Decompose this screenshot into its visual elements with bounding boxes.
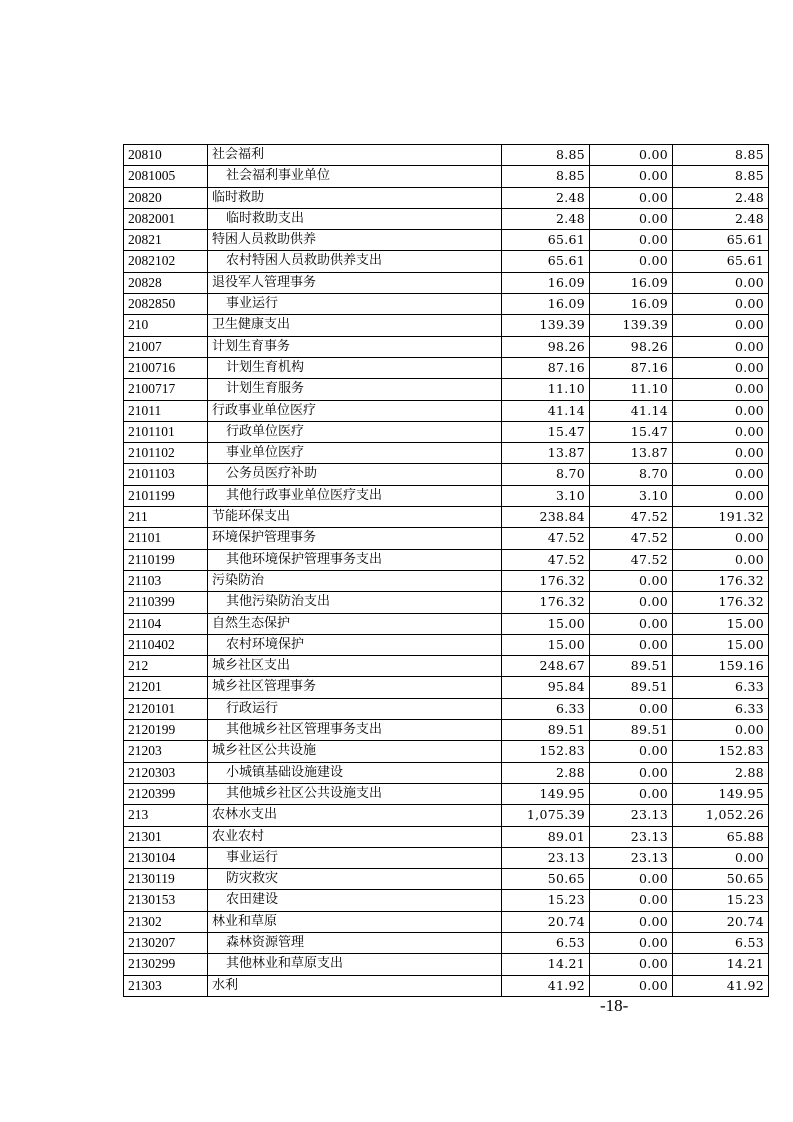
project-expenditure-cell: 0.00 bbox=[673, 443, 769, 464]
subject-name-cell: 自然生态保护 bbox=[208, 613, 502, 634]
total-amount-cell: 15.00 bbox=[502, 613, 590, 634]
subject-code-cell: 21104 bbox=[124, 613, 208, 634]
table-row bbox=[124, 911, 769, 932]
subject-name-cell: 卫生健康支出 bbox=[208, 315, 502, 336]
project-expenditure-cell: 0.00 bbox=[673, 272, 769, 293]
subject-name-cell: 农田建设 bbox=[208, 890, 502, 911]
basic-expenditure-cell: 23.13 bbox=[590, 805, 673, 826]
subject-code-cell: 2081005 bbox=[124, 166, 208, 187]
total-amount-cell: 89.51 bbox=[502, 720, 590, 741]
table-row bbox=[124, 507, 769, 528]
basic-expenditure-cell: 0.00 bbox=[590, 208, 673, 229]
table-row bbox=[124, 805, 769, 826]
subject-name-cell: 其他行政事业单位医疗支出 bbox=[208, 485, 502, 506]
total-amount-cell: 2.48 bbox=[502, 208, 590, 229]
basic-expenditure-cell: 0.00 bbox=[590, 634, 673, 655]
basic-expenditure-cell: 0.00 bbox=[590, 187, 673, 208]
project-expenditure-cell: 15.00 bbox=[673, 634, 769, 655]
table-row bbox=[124, 251, 769, 272]
subject-name-cell: 节能环保支出 bbox=[208, 507, 502, 528]
project-expenditure-cell: 0.00 bbox=[673, 379, 769, 400]
total-amount-cell: 13.87 bbox=[502, 443, 590, 464]
subject-code-cell: 2100717 bbox=[124, 379, 208, 400]
subject-name-cell: 农业农村 bbox=[208, 826, 502, 847]
project-expenditure-cell: 6.33 bbox=[673, 698, 769, 719]
table-row bbox=[124, 847, 769, 868]
basic-expenditure-cell: 0.00 bbox=[590, 890, 673, 911]
table-row bbox=[124, 975, 769, 996]
subject-name-cell: 计划生育机构 bbox=[208, 357, 502, 378]
subject-name-cell: 污染防治 bbox=[208, 570, 502, 591]
total-amount-cell: 98.26 bbox=[502, 336, 590, 357]
basic-expenditure-cell: 0.00 bbox=[590, 570, 673, 591]
subject-name-cell: 事业运行 bbox=[208, 294, 502, 315]
project-expenditure-cell: 65.61 bbox=[673, 230, 769, 251]
table-row bbox=[124, 720, 769, 741]
basic-expenditure-cell: 0.00 bbox=[590, 954, 673, 975]
subject-code-cell: 2120399 bbox=[124, 783, 208, 804]
subject-name-cell: 行政单位医疗 bbox=[208, 421, 502, 442]
subject-code-cell: 2101103 bbox=[124, 464, 208, 485]
basic-expenditure-cell: 0.00 bbox=[590, 762, 673, 783]
subject-code-cell: 210 bbox=[124, 315, 208, 336]
subject-name-cell: 森林资源管理 bbox=[208, 932, 502, 953]
basic-expenditure-cell: 41.14 bbox=[590, 400, 673, 421]
basic-expenditure-cell: 8.70 bbox=[590, 464, 673, 485]
total-amount-cell: 6.53 bbox=[502, 932, 590, 953]
project-expenditure-cell: 149.95 bbox=[673, 783, 769, 804]
subject-name-cell: 城乡社区公共设施 bbox=[208, 741, 502, 762]
total-amount-cell: 16.09 bbox=[502, 294, 590, 315]
table-row bbox=[124, 932, 769, 953]
subject-code-cell: 2082850 bbox=[124, 294, 208, 315]
table-row bbox=[124, 549, 769, 570]
total-amount-cell: 65.61 bbox=[502, 230, 590, 251]
table-row bbox=[124, 613, 769, 634]
basic-expenditure-cell: 0.00 bbox=[590, 230, 673, 251]
subject-name-cell: 其他城乡社区管理事务支出 bbox=[208, 720, 502, 741]
project-expenditure-cell: 15.00 bbox=[673, 613, 769, 634]
basic-expenditure-cell: 0.00 bbox=[590, 869, 673, 890]
project-expenditure-cell: 0.00 bbox=[673, 400, 769, 421]
project-expenditure-cell: 0.00 bbox=[673, 528, 769, 549]
subject-name-cell: 社会福利事业单位 bbox=[208, 166, 502, 187]
subject-code-cell: 21303 bbox=[124, 975, 208, 996]
total-amount-cell: 149.95 bbox=[502, 783, 590, 804]
basic-expenditure-cell: 0.00 bbox=[590, 911, 673, 932]
total-amount-cell: 2.88 bbox=[502, 762, 590, 783]
subject-name-cell: 农村环境保护 bbox=[208, 634, 502, 655]
table-row bbox=[124, 656, 769, 677]
project-expenditure-cell: 8.85 bbox=[673, 166, 769, 187]
subject-name-cell: 城乡社区管理事务 bbox=[208, 677, 502, 698]
project-expenditure-cell: 2.48 bbox=[673, 187, 769, 208]
basic-expenditure-cell: 16.09 bbox=[590, 272, 673, 293]
total-amount-cell: 176.32 bbox=[502, 592, 590, 613]
table-body bbox=[124, 145, 769, 997]
table-row bbox=[124, 379, 769, 400]
table-row bbox=[124, 294, 769, 315]
total-amount-cell: 3.10 bbox=[502, 485, 590, 506]
table-row bbox=[124, 187, 769, 208]
subject-code-cell: 2130104 bbox=[124, 847, 208, 868]
table-row bbox=[124, 208, 769, 229]
subject-name-cell: 计划生育事务 bbox=[208, 336, 502, 357]
basic-expenditure-cell: 0.00 bbox=[590, 145, 673, 166]
table-row bbox=[124, 634, 769, 655]
project-expenditure-cell: 50.65 bbox=[673, 869, 769, 890]
subject-name-cell: 环境保护管理事务 bbox=[208, 528, 502, 549]
project-expenditure-cell: 0.00 bbox=[673, 336, 769, 357]
total-amount-cell: 6.33 bbox=[502, 698, 590, 719]
table-row bbox=[124, 357, 769, 378]
subject-code-cell: 21302 bbox=[124, 911, 208, 932]
total-amount-cell: 15.23 bbox=[502, 890, 590, 911]
subject-code-cell: 2110399 bbox=[124, 592, 208, 613]
table-row bbox=[124, 698, 769, 719]
basic-expenditure-cell: 0.00 bbox=[590, 783, 673, 804]
project-expenditure-cell: 0.00 bbox=[673, 720, 769, 741]
subject-name-cell: 其他污染防治支出 bbox=[208, 592, 502, 613]
project-expenditure-cell: 0.00 bbox=[673, 847, 769, 868]
subject-code-cell: 21203 bbox=[124, 741, 208, 762]
basic-expenditure-cell: 0.00 bbox=[590, 592, 673, 613]
table-row bbox=[124, 485, 769, 506]
basic-expenditure-cell: 0.00 bbox=[590, 251, 673, 272]
basic-expenditure-cell: 13.87 bbox=[590, 443, 673, 464]
total-amount-cell: 65.61 bbox=[502, 251, 590, 272]
subject-code-cell: 212 bbox=[124, 656, 208, 677]
total-amount-cell: 139.39 bbox=[502, 315, 590, 336]
total-amount-cell: 47.52 bbox=[502, 549, 590, 570]
total-amount-cell: 11.10 bbox=[502, 379, 590, 400]
subject-code-cell: 211 bbox=[124, 507, 208, 528]
project-expenditure-cell: 14.21 bbox=[673, 954, 769, 975]
project-expenditure-cell: 65.88 bbox=[673, 826, 769, 847]
total-amount-cell: 95.84 bbox=[502, 677, 590, 698]
project-expenditure-cell: 176.32 bbox=[673, 592, 769, 613]
basic-expenditure-cell: 47.52 bbox=[590, 528, 673, 549]
subject-name-cell: 小城镇基础设施建设 bbox=[208, 762, 502, 783]
project-expenditure-cell: 1,052.26 bbox=[673, 805, 769, 826]
total-amount-cell: 14.21 bbox=[502, 954, 590, 975]
basic-expenditure-cell: 16.09 bbox=[590, 294, 673, 315]
total-amount-cell: 8.85 bbox=[502, 145, 590, 166]
subject-name-cell: 临时救助 bbox=[208, 187, 502, 208]
subject-code-cell: 2082001 bbox=[124, 208, 208, 229]
total-amount-cell: 238.84 bbox=[502, 507, 590, 528]
subject-code-cell: 21201 bbox=[124, 677, 208, 698]
basic-expenditure-cell: 98.26 bbox=[590, 336, 673, 357]
project-expenditure-cell: 191.32 bbox=[673, 507, 769, 528]
subject-code-cell: 2101199 bbox=[124, 485, 208, 506]
total-amount-cell: 89.01 bbox=[502, 826, 590, 847]
table-row bbox=[124, 592, 769, 613]
project-expenditure-cell: 8.85 bbox=[673, 145, 769, 166]
project-expenditure-cell: 6.53 bbox=[673, 932, 769, 953]
table-row bbox=[124, 677, 769, 698]
page-number: -18- bbox=[600, 996, 629, 1015]
table-row bbox=[124, 762, 769, 783]
table-row bbox=[124, 336, 769, 357]
subject-code-cell: 2120101 bbox=[124, 698, 208, 719]
subject-name-cell: 计划生育服务 bbox=[208, 379, 502, 400]
subject-code-cell: 20821 bbox=[124, 230, 208, 251]
basic-expenditure-cell: 23.13 bbox=[590, 826, 673, 847]
subject-code-cell: 2110199 bbox=[124, 549, 208, 570]
basic-expenditure-cell: 0.00 bbox=[590, 166, 673, 187]
table-row bbox=[124, 145, 769, 166]
project-expenditure-cell: 159.16 bbox=[673, 656, 769, 677]
project-expenditure-cell: 0.00 bbox=[673, 485, 769, 506]
table-row bbox=[124, 315, 769, 336]
subject-name-cell: 事业运行 bbox=[208, 847, 502, 868]
subject-name-cell: 其他林业和草原支出 bbox=[208, 954, 502, 975]
subject-code-cell: 20810 bbox=[124, 145, 208, 166]
project-expenditure-cell: 0.00 bbox=[673, 294, 769, 315]
total-amount-cell: 152.83 bbox=[502, 741, 590, 762]
subject-name-cell: 农林水支出 bbox=[208, 805, 502, 826]
total-amount-cell: 1,075.39 bbox=[502, 805, 590, 826]
project-expenditure-cell: 176.32 bbox=[673, 570, 769, 591]
subject-name-cell: 特困人员救助供养 bbox=[208, 230, 502, 251]
table-row bbox=[124, 230, 769, 251]
project-expenditure-cell: 2.88 bbox=[673, 762, 769, 783]
project-expenditure-cell: 0.00 bbox=[673, 357, 769, 378]
project-expenditure-cell: 6.33 bbox=[673, 677, 769, 698]
project-expenditure-cell: 2.48 bbox=[673, 208, 769, 229]
subject-code-cell: 21007 bbox=[124, 336, 208, 357]
table-row bbox=[124, 570, 769, 591]
subject-code-cell: 2120303 bbox=[124, 762, 208, 783]
subject-name-cell: 事业单位医疗 bbox=[208, 443, 502, 464]
basic-expenditure-cell: 139.39 bbox=[590, 315, 673, 336]
project-expenditure-cell: 0.00 bbox=[673, 315, 769, 336]
basic-expenditure-cell: 87.16 bbox=[590, 357, 673, 378]
total-amount-cell: 20.74 bbox=[502, 911, 590, 932]
subject-name-cell: 退役军人管理事务 bbox=[208, 272, 502, 293]
table-row bbox=[124, 421, 769, 442]
subject-code-cell: 2082102 bbox=[124, 251, 208, 272]
total-amount-cell: 248.67 bbox=[502, 656, 590, 677]
table-row bbox=[124, 741, 769, 762]
project-expenditure-cell: 41.92 bbox=[673, 975, 769, 996]
subject-name-cell: 公务员医疗补助 bbox=[208, 464, 502, 485]
table-row bbox=[124, 869, 769, 890]
basic-expenditure-cell: 11.10 bbox=[590, 379, 673, 400]
total-amount-cell: 87.16 bbox=[502, 357, 590, 378]
subject-code-cell: 21011 bbox=[124, 400, 208, 421]
total-amount-cell: 15.00 bbox=[502, 634, 590, 655]
basic-expenditure-cell: 0.00 bbox=[590, 698, 673, 719]
basic-expenditure-cell: 89.51 bbox=[590, 677, 673, 698]
basic-expenditure-cell: 89.51 bbox=[590, 656, 673, 677]
total-amount-cell: 2.48 bbox=[502, 187, 590, 208]
subject-code-cell: 213 bbox=[124, 805, 208, 826]
project-expenditure-cell: 0.00 bbox=[673, 464, 769, 485]
total-amount-cell: 41.92 bbox=[502, 975, 590, 996]
subject-code-cell: 2130207 bbox=[124, 932, 208, 953]
subject-code-cell: 2120199 bbox=[124, 720, 208, 741]
subject-code-cell: 21301 bbox=[124, 826, 208, 847]
basic-expenditure-cell: 23.13 bbox=[590, 847, 673, 868]
table-row bbox=[124, 954, 769, 975]
subject-code-cell: 2130299 bbox=[124, 954, 208, 975]
subject-code-cell: 21101 bbox=[124, 528, 208, 549]
basic-expenditure-cell: 15.47 bbox=[590, 421, 673, 442]
basic-expenditure-cell: 0.00 bbox=[590, 932, 673, 953]
project-expenditure-cell: 20.74 bbox=[673, 911, 769, 932]
subject-name-cell: 林业和草原 bbox=[208, 911, 502, 932]
basic-expenditure-cell: 3.10 bbox=[590, 485, 673, 506]
subject-code-cell: 2130153 bbox=[124, 890, 208, 911]
total-amount-cell: 176.32 bbox=[502, 570, 590, 591]
table-row bbox=[124, 464, 769, 485]
total-amount-cell: 41.14 bbox=[502, 400, 590, 421]
subject-name-cell: 农村特困人员救助供养支出 bbox=[208, 251, 502, 272]
table-row bbox=[124, 783, 769, 804]
total-amount-cell: 47.52 bbox=[502, 528, 590, 549]
total-amount-cell: 15.47 bbox=[502, 421, 590, 442]
table-row bbox=[124, 166, 769, 187]
subject-code-cell: 2101102 bbox=[124, 443, 208, 464]
subject-name-cell: 社会福利 bbox=[208, 145, 502, 166]
total-amount-cell: 23.13 bbox=[502, 847, 590, 868]
basic-expenditure-cell: 47.52 bbox=[590, 549, 673, 570]
subject-name-cell: 行政事业单位医疗 bbox=[208, 400, 502, 421]
subject-code-cell: 21103 bbox=[124, 570, 208, 591]
subject-name-cell: 行政运行 bbox=[208, 698, 502, 719]
project-expenditure-cell: 152.83 bbox=[673, 741, 769, 762]
subject-code-cell: 2100716 bbox=[124, 357, 208, 378]
table-row bbox=[124, 443, 769, 464]
subject-code-cell: 20820 bbox=[124, 187, 208, 208]
basic-expenditure-cell: 47.52 bbox=[590, 507, 673, 528]
subject-name-cell: 城乡社区支出 bbox=[208, 656, 502, 677]
total-amount-cell: 16.09 bbox=[502, 272, 590, 293]
basic-expenditure-cell: 89.51 bbox=[590, 720, 673, 741]
subject-name-cell: 临时救助支出 bbox=[208, 208, 502, 229]
total-amount-cell: 8.85 bbox=[502, 166, 590, 187]
subject-code-cell: 2110402 bbox=[124, 634, 208, 655]
project-expenditure-cell: 0.00 bbox=[673, 421, 769, 442]
table-row bbox=[124, 890, 769, 911]
table-row bbox=[124, 528, 769, 549]
subject-name-cell: 水利 bbox=[208, 975, 502, 996]
subject-code-cell: 2130119 bbox=[124, 869, 208, 890]
project-expenditure-cell: 65.61 bbox=[673, 251, 769, 272]
subject-name-cell: 其他城乡社区公共设施支出 bbox=[208, 783, 502, 804]
table-row bbox=[124, 400, 769, 421]
basic-expenditure-cell: 0.00 bbox=[590, 613, 673, 634]
basic-expenditure-cell: 0.00 bbox=[590, 741, 673, 762]
table-row bbox=[124, 826, 769, 847]
subject-name-cell: 其他环境保护管理事务支出 bbox=[208, 549, 502, 570]
project-expenditure-cell: 15.23 bbox=[673, 890, 769, 911]
budget-table bbox=[123, 144, 769, 997]
total-amount-cell: 50.65 bbox=[502, 869, 590, 890]
subject-code-cell: 20828 bbox=[124, 272, 208, 293]
project-expenditure-cell: 0.00 bbox=[673, 549, 769, 570]
subject-code-cell: 2101101 bbox=[124, 421, 208, 442]
total-amount-cell: 8.70 bbox=[502, 464, 590, 485]
subject-name-cell: 防灾救灾 bbox=[208, 869, 502, 890]
basic-expenditure-cell: 0.00 bbox=[590, 975, 673, 996]
table-row bbox=[124, 272, 769, 293]
